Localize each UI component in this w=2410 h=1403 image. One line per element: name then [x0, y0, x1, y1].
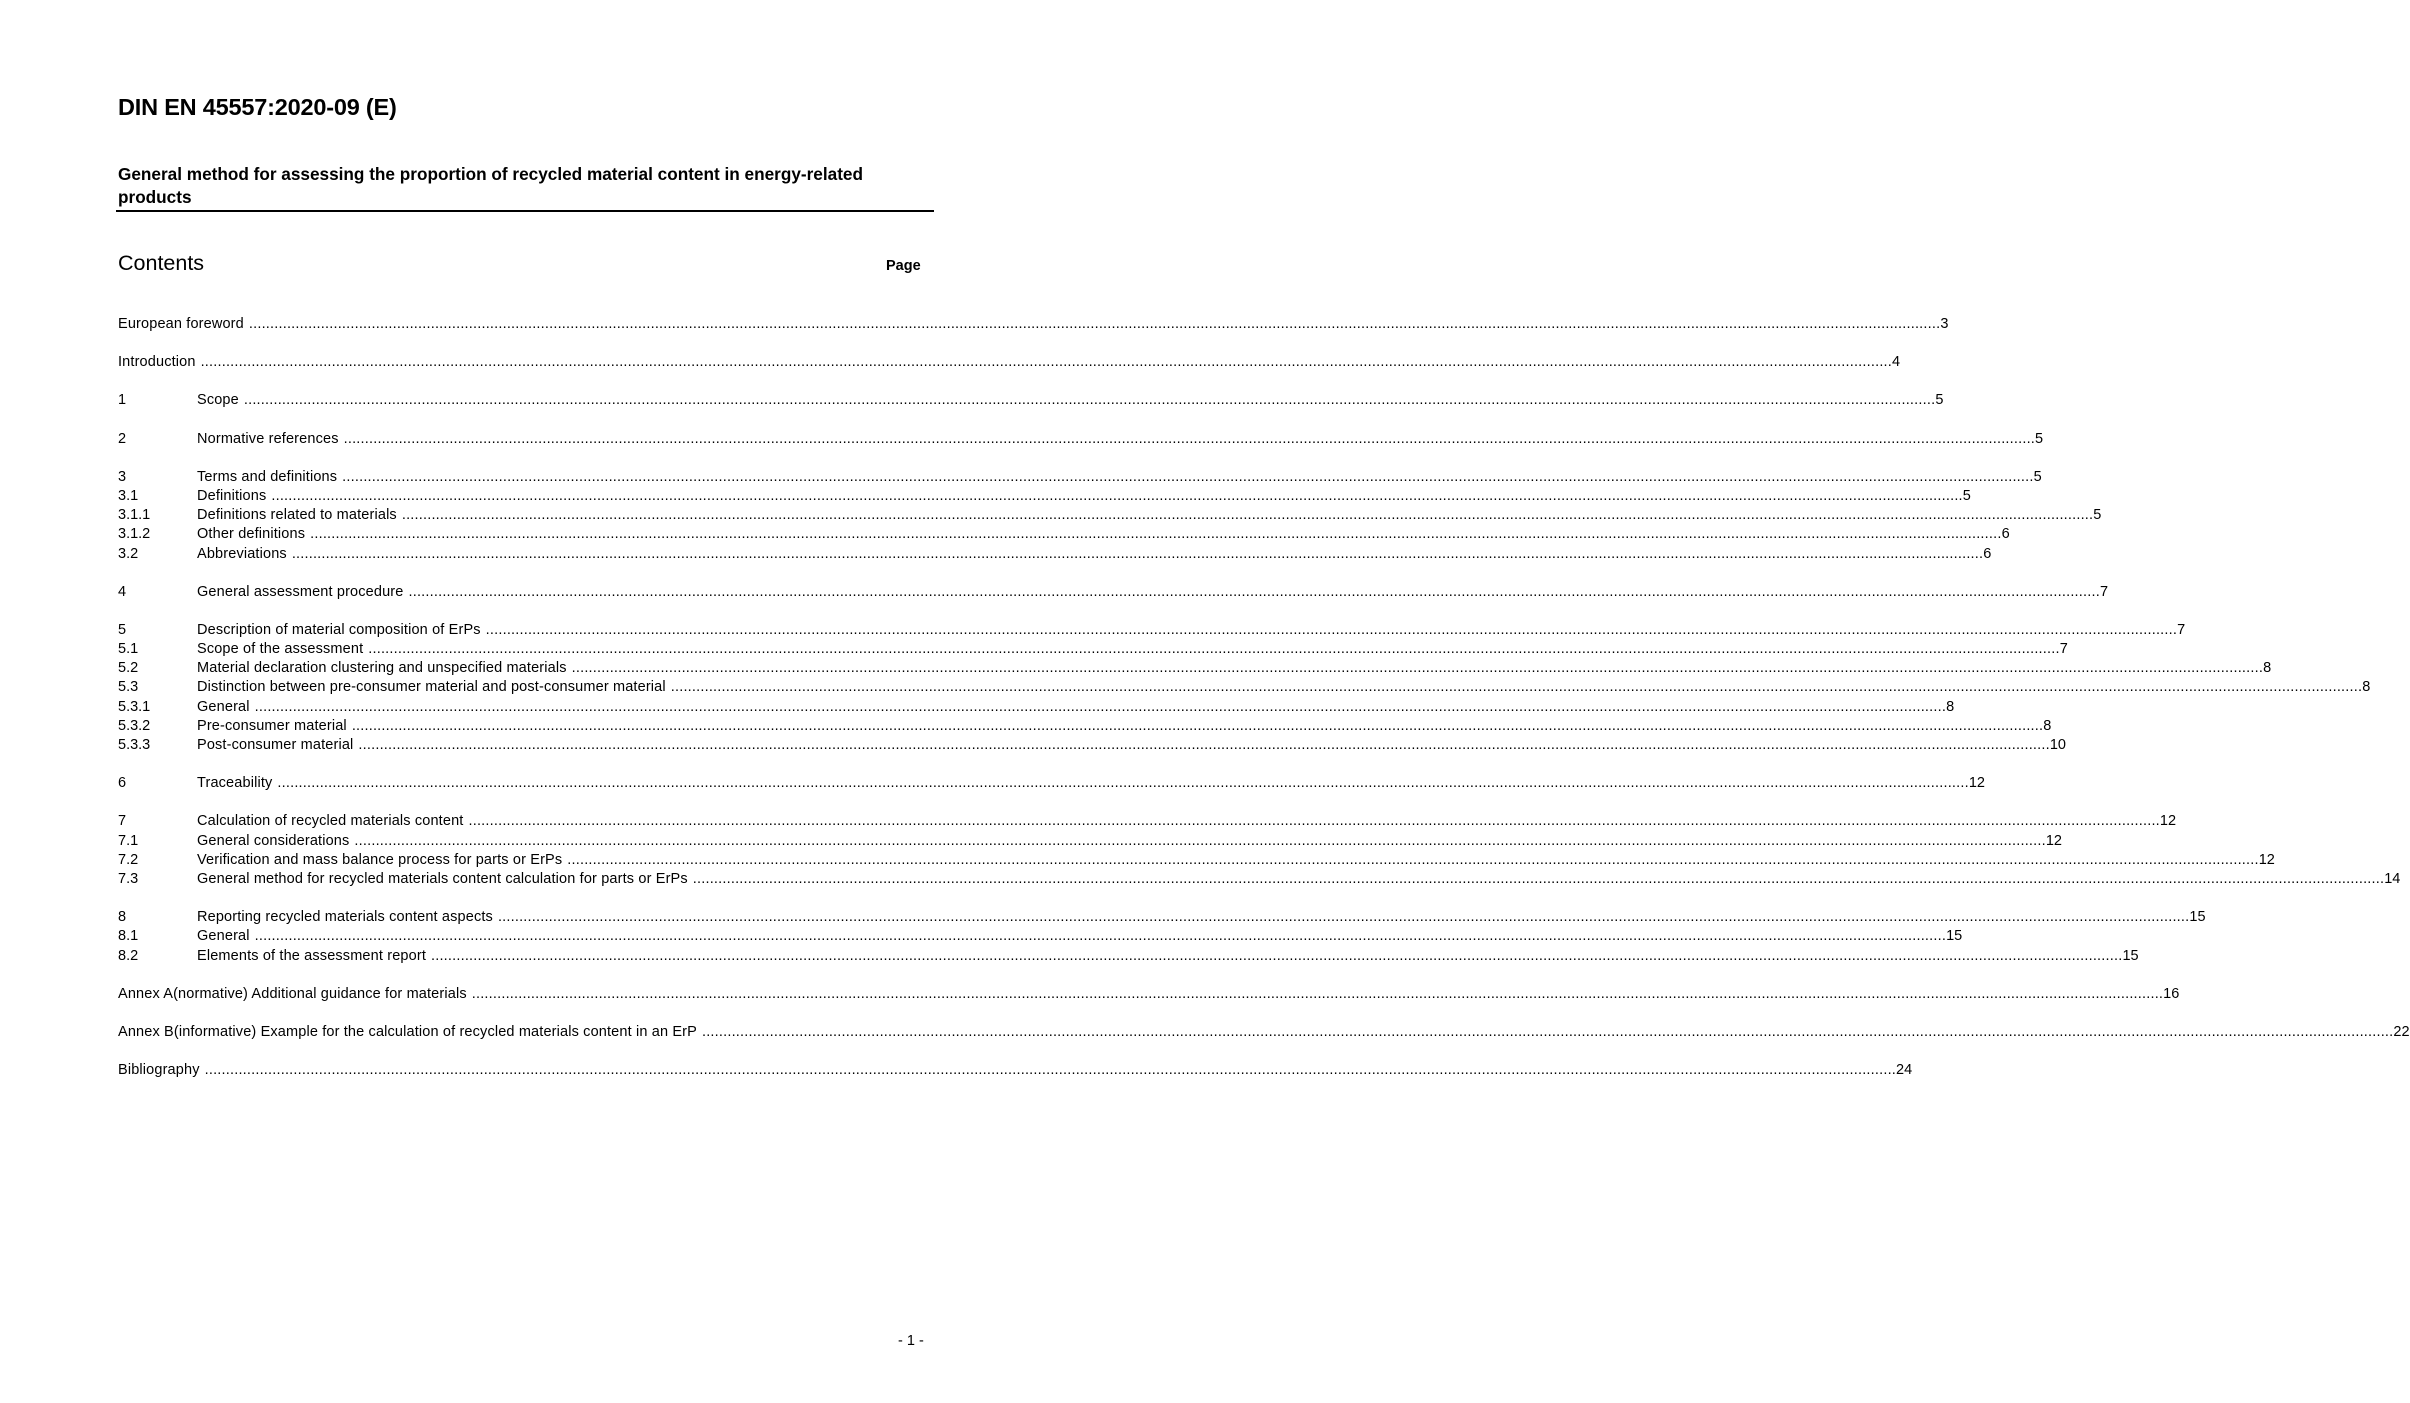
toc-entry-number: 3.1.2	[118, 526, 151, 543]
toc-entry[interactable]	[118, 698, 1955, 717]
toc-leader-dots: ................................................................................................................................................................................................................................................................................................................................................................................................................	[571, 660, 2264, 677]
toc-entry-number: 5.3	[118, 679, 139, 696]
toc-entry-title: General	[197, 928, 250, 945]
toc-entry-number: 7	[118, 813, 127, 830]
toc-entry-title: Pre-consumer material	[197, 717, 347, 734]
toc-entry-page: 12	[2159, 813, 2177, 830]
toc-leader-dots: ................................................................................................................................................................................................................................................................................................................................................................................................................	[254, 698, 1947, 715]
toc-entry-number: 7.1	[118, 832, 139, 849]
toc-entry-page: 7	[2059, 641, 2068, 658]
toc-leader-dots: ................................................................................................................................................................................................................................................................................................................................................................................................................	[358, 737, 2050, 753]
toc-entry-title: Normative references	[197, 430, 339, 447]
toc-entry-number: 8.1	[118, 928, 139, 945]
toc-entry-page: 10	[2049, 737, 2066, 753]
toc-entry-page: 5	[1935, 392, 1944, 409]
toc-entry-number: 3	[118, 468, 127, 485]
toc-entry[interactable]	[118, 640, 2068, 659]
toc-entry[interactable]	[118, 391, 1944, 410]
toc-leader-dots: ................................................................................................................................................................................................................................................................................................................................................................................................................	[343, 430, 2036, 447]
toc-entry-page: 8	[2263, 660, 2272, 677]
toc-entry-number: 3.2	[118, 545, 139, 562]
toc-leader-dots: ................................................................................................................................................................................................................................................................................................................................................................................................................	[271, 487, 1963, 504]
toc-entry-title: Abbreviations	[197, 545, 287, 562]
toc-entry-number: 5.3.1	[118, 698, 151, 715]
toc-entry[interactable]	[118, 487, 1971, 506]
toc-entry-title: Description of material composition of ErPs	[197, 621, 481, 638]
toc-entry-page: 12	[1968, 775, 1985, 792]
toc-entry[interactable]	[118, 525, 2010, 544]
toc-entry[interactable]	[118, 1061, 1913, 1080]
toc-leader-dots: ................................................................................................................................................................................................................................................................................................................................................................................................................	[243, 392, 1936, 409]
toc-entry-number: 8	[118, 909, 127, 926]
toc-entry-number: 5	[118, 621, 127, 638]
toc-entry-page: 8	[2043, 717, 2052, 734]
toc-entry-title: General method for recycled materials content calculation for parts or ErPs	[197, 870, 688, 887]
toc-entry-page: 12	[2258, 851, 2275, 868]
toc-entry[interactable]	[118, 717, 2052, 736]
toc-entry-number: 2	[118, 430, 127, 447]
page-number: - 1 -	[898, 1333, 924, 1349]
toc-leader-dots: ................................................................................................................................................................................................................................................................................................................................................................................................................	[692, 870, 2385, 887]
toc-leader-dots: ................................................................................................................................................................................................................................................................................................................................................................................................................	[291, 545, 1984, 562]
toc-entry-number: 5.1	[118, 641, 139, 658]
toc-leader-dots: ................................................................................................................................................................................................................................................................................................................................................................................................................	[431, 947, 2123, 964]
toc-entry-page: 14	[2384, 870, 2401, 887]
toc-entry-title: General considerations	[197, 832, 350, 849]
toc-entry[interactable]	[118, 851, 2275, 870]
toc-entry-page: 3	[1940, 316, 1949, 332]
toc-entry[interactable]	[118, 583, 2109, 602]
toc-leader-dots: ................................................................................................................................................................................................................................................................................................................................................................................................................	[351, 717, 2044, 734]
toc-entry-number: 7.3	[118, 870, 139, 887]
toc-entry-page: 7	[2177, 621, 2186, 638]
toc-entry-number: 8.2	[118, 947, 139, 964]
toc-entry-title: Definitions	[197, 487, 267, 504]
toc-entry-title: Verification and mass balance process for parts or ErPs	[197, 851, 563, 868]
toc-leader-dots: ................................................................................................................................................................................................................................................................................................................................................................................................................	[277, 775, 1969, 792]
contents-heading: Contents	[118, 251, 205, 275]
toc-leader-dots: ................................................................................................................................................................................................................................................................................................................................................................................................................	[468, 813, 2160, 830]
toc-entry-title: Material declaration clustering and unspecified materials	[197, 660, 567, 677]
toc-entry-title: Other definitions	[197, 526, 306, 543]
toc-leader-dots: ................................................................................................................................................................................................................................................................................................................................................................................................................	[342, 468, 2034, 485]
toc-entry[interactable]	[118, 353, 1901, 372]
toc-entry-page: 5	[2093, 507, 2102, 524]
toc-entry-title: Annex A(normative) Additional guidance for materials	[118, 985, 467, 1002]
toc-entry-title: Calculation of recycled materials content	[197, 813, 464, 830]
toc-entry-page: 5	[1962, 487, 1971, 504]
toc-entry[interactable]	[118, 315, 1949, 334]
table-of-contents	[118, 315, 2410, 1080]
toc-leader-dots: ................................................................................................................................................................................................................................................................................................................................................................................................................	[401, 507, 2094, 524]
toc-entry[interactable]	[118, 621, 2186, 640]
toc-entry-title: General	[197, 698, 250, 715]
toc-entry[interactable]	[118, 927, 1963, 946]
toc-entry[interactable]	[118, 832, 2062, 851]
toc-entry-number: 1	[118, 392, 127, 409]
toc-entry-page: 6	[1983, 545, 1992, 562]
toc-entry-title: Definitions related to materials	[197, 507, 397, 524]
toc-leader-dots: ................................................................................................................................................................................................................................................................................................................................................................................................................	[310, 526, 2002, 543]
toc-entry[interactable]	[118, 659, 2272, 678]
toc-leader-dots: ................................................................................................................................................................................................................................................................................................................................................................................................................	[471, 985, 2164, 1002]
toc-entry-number: 3.1.1	[118, 507, 151, 524]
toc-entry-page: 12	[2045, 832, 2062, 849]
toc-entry[interactable]	[118, 468, 2042, 487]
toc-leader-dots: ................................................................................................................................................................................................................................................................................................................................................................................................................	[254, 928, 1947, 945]
toc-entry[interactable]	[118, 908, 2206, 927]
toc-entry-title: Reporting recycled materials content aspects	[197, 909, 493, 926]
toc-entry-title: Annex B(informative) Example for the calculation of recycled materials content in an ErP	[118, 1023, 697, 1040]
toc-entry-number: 7.2	[118, 851, 139, 868]
title-divider	[116, 210, 934, 212]
toc-leader-dots: ................................................................................................................................................................................................................................................................................................................................................................................................................	[701, 1023, 2394, 1040]
toc-entry-number: 5.2	[118, 660, 139, 677]
toc-leader-dots: ................................................................................................................................................................................................................................................................................................................................................................................................................	[485, 621, 2178, 638]
toc-entry-page: 8	[1946, 698, 1955, 715]
toc-leader-dots: ................................................................................................................................................................................................................................................................................................................................................................................................................	[408, 583, 2100, 600]
toc-entry-page: 15	[1946, 928, 1963, 945]
toc-entry[interactable]	[118, 774, 1985, 793]
toc-entry[interactable]	[118, 430, 2044, 449]
toc-entry-page: 5	[2035, 430, 2044, 447]
toc-entry-page: 15	[2122, 947, 2139, 964]
toc-leader-dots: ................................................................................................................................................................................................................................................................................................................................................................................................................	[497, 909, 2190, 926]
toc-leader-dots: ................................................................................................................................................................................................................................................................................................................................................................................................................	[567, 851, 2259, 868]
toc-entry-page: 7	[2099, 583, 2109, 600]
toc-leader-dots: ................................................................................................................................................................................................................................................................................................................................................................................................................	[368, 641, 2060, 658]
toc-entry-page: 6	[2001, 526, 2010, 543]
toc-leader-dots: ................................................................................................................................................................................................................................................................................................................................................................................................................	[204, 1062, 1897, 1079]
toc-entry-number: 6	[118, 775, 127, 792]
document-title: DIN EN 45557:2020-09 (E)	[118, 94, 397, 120]
toc-leader-dots: ................................................................................................................................................................................................................................................................................................................................................................................................................	[670, 679, 2363, 696]
toc-entry[interactable]	[118, 545, 1992, 564]
toc-entry[interactable]	[118, 736, 2066, 755]
toc-entry-title: Introduction	[118, 354, 196, 371]
toc-entry-page: 8	[2362, 679, 2371, 696]
toc-entry-title: Scope	[197, 392, 239, 409]
toc-entry[interactable]	[118, 870, 2401, 889]
toc-entry[interactable]	[118, 812, 2177, 831]
toc-entry-page: 16	[2163, 985, 2180, 1002]
toc-entry-title: General assessment procedure	[197, 583, 404, 600]
toc-entry-number: 4	[118, 583, 127, 600]
toc-entry-title: European foreword	[118, 316, 244, 332]
toc-entry-title: Terms and definitions	[197, 468, 338, 485]
toc-entry-number: 3.1	[118, 487, 139, 504]
document-subtitle: General method for assessing the proportion of recycled material content in energy-related products	[118, 164, 863, 207]
toc-entry-title: Scope of the assessment	[197, 641, 364, 658]
toc-entry-page: 24	[1896, 1062, 1913, 1079]
toc-entry-title: Bibliography	[118, 1062, 200, 1079]
toc-entry[interactable]	[118, 985, 2180, 1004]
toc-leader-dots: ................................................................................................................................................................................................................................................................................................................................................................................................................	[354, 832, 2046, 849]
toc-entry-page: 4	[1892, 354, 1901, 371]
toc-entry-page: 15	[2189, 909, 2206, 926]
toc-entry-number: 5.3.2	[118, 717, 151, 734]
toc-entry[interactable]	[118, 678, 2371, 697]
page-column-heading: Page	[886, 258, 921, 274]
toc-entry[interactable]	[118, 1023, 2410, 1042]
toc-entry-title: Traceability	[197, 775, 273, 792]
toc-entry-title: Elements of the assessment report	[197, 947, 426, 964]
toc-entry[interactable]	[118, 947, 2139, 966]
toc-entry-title: Distinction between pre-consumer material and post-consumer material	[197, 679, 666, 696]
toc-entry[interactable]	[118, 506, 2102, 525]
toc-entry-page: 22	[2393, 1023, 2410, 1040]
toc-entry-number: 5.3.3	[118, 737, 151, 753]
toc-leader-dots: ................................................................................................................................................................................................................................................................................................................................................................................................................	[248, 316, 1941, 332]
toc-entry-title: Post-consumer material	[197, 737, 354, 753]
toc-leader-dots: ................................................................................................................................................................................................................................................................................................................................................................................................................	[200, 354, 1893, 371]
toc-entry-page: 5	[2033, 468, 2042, 485]
